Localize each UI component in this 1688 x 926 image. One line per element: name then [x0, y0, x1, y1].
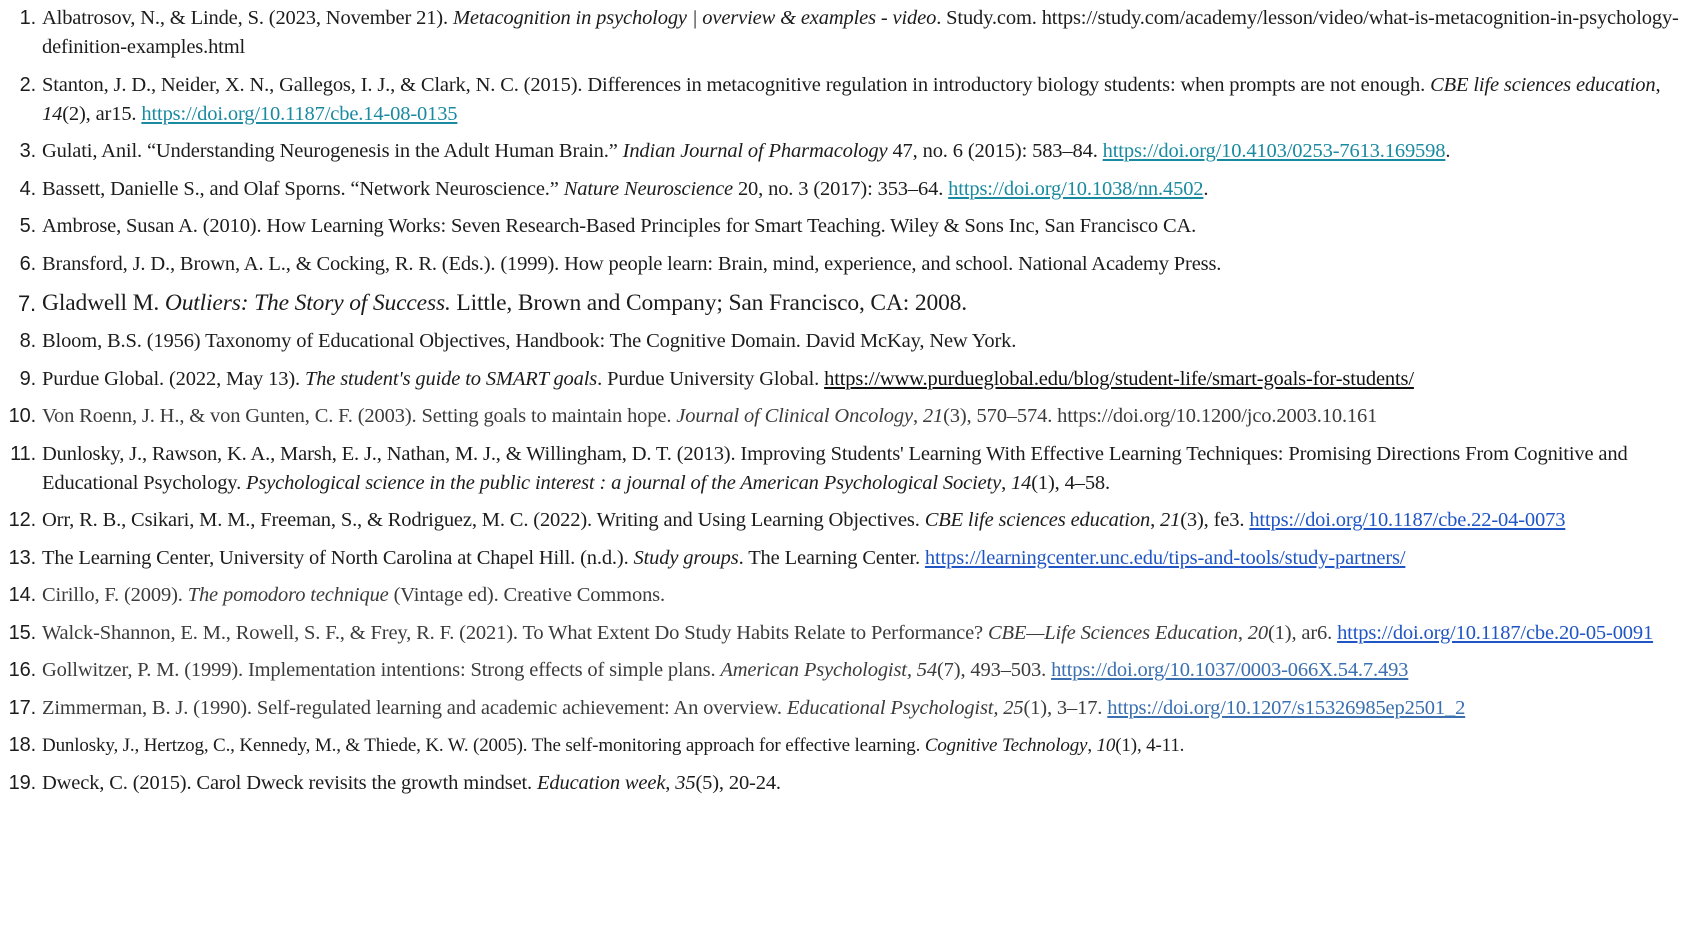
reference-item [0, 4, 1688, 62]
reference-number: 11. [10, 442, 36, 465]
reference-text: (3), 570–574. https://doi.org/10.1200/jco.2003.10.161 [943, 405, 1378, 427]
reference-number: 16. [8, 659, 36, 681]
reference-number: 9. [19, 367, 36, 390]
reference-text: Orr, R. B., Csikari, M. M., Freeman, S., & Rodriguez, M. C. (2022). Writing and Using Learning Objectives. [42, 509, 925, 531]
reference-number: 13. [8, 546, 36, 569]
reference-text: 47, no. 6 (2015): 583–84. [887, 140, 1103, 162]
doi-link[interactable]: https://doi.org/10.1037/0003-066X.54.7.493 [1051, 659, 1409, 681]
reference-text: Albatrosov, N., & Linde, S. (2023, November 21). [42, 7, 453, 29]
reference-text: Purdue Global. (2022, May 13). [42, 367, 305, 390]
reference-item [0, 137, 1688, 166]
reference-item [0, 250, 1688, 279]
reference-text: Walck-Shannon, E. M., Rowell, S. F., & Frey, R. F. (2021). To What Extent Do Study Habits Relate to Performance? [42, 621, 988, 644]
reference-item [0, 656, 1688, 685]
reference-number: 5. [19, 215, 36, 237]
reference-title-italic: Metacognition in psychology | overview & examples - video [452, 7, 937, 29]
reference-text: Gollwitzer, P. M. (1999). Implementation intentions: Strong effects of simple plans. [42, 659, 721, 681]
reference-text: Bloom, B.S. (1956) Taxonomy of Educational Objectives, Handbook: The Cognitive Domain. David McKay, New York. [42, 330, 1017, 352]
reference-title-italic: Nature Neuroscience [563, 177, 733, 200]
reference-text: , [912, 405, 923, 427]
reference-text: , [1237, 621, 1248, 644]
reference-text: Gladwell M. [42, 290, 165, 316]
reference-number: 8. [19, 330, 36, 352]
reference-text: Little, Brown and Company; San Francisco, CA: 2008. [450, 290, 967, 316]
reference-title-italic: Study groups [633, 546, 739, 569]
reference-item [0, 544, 1688, 573]
reference-text: , [665, 771, 676, 794]
reference-title-italic: 21 [1160, 509, 1181, 531]
reference-item [0, 365, 1688, 394]
reference-text: (7), 493–503. [937, 659, 1052, 681]
reference-text: (5), 20-24. [695, 771, 781, 794]
reference-text: Cirillo, F. (2009). [42, 584, 188, 606]
reference-number: 1. [19, 7, 36, 29]
reference-number: 17. [8, 696, 36, 719]
reference-item [0, 619, 1688, 648]
reference-text: (3), fe3. [1180, 509, 1250, 531]
reference-text: Stanton, J. D., Neider, X. N., Gallegos, I. J., & Clark, N. C. (2015). Differences in metacognitive regulation in introductory biology students: when prompts are not enough. [42, 73, 1431, 96]
reference-text: . Study.com. https://study.com/academy/lesson/video/what-is-metacognition-in-psychology-definition-examples.html [42, 7, 1679, 58]
reference-title-italic: Education week [537, 771, 666, 794]
reference-text: , [1655, 73, 1661, 96]
reference-item [0, 581, 1688, 610]
reference-title-italic: 35 [675, 771, 696, 794]
reference-number: 10. [8, 405, 36, 427]
reference-text: . Purdue University Global. [597, 367, 825, 390]
reference-text: , [1001, 471, 1012, 494]
reference-number: 2. [19, 73, 36, 96]
reference-text: Dunlosky, J., Rawson, K. A., Marsh, E. J., Nathan, M. J., & Willingham, D. T. (2013). Improving Students' Learning With Effective Learning Techniques: Promising Directions From Cognitive and Educational Psychology. [42, 442, 1628, 494]
reference-number: 18. [8, 734, 36, 756]
reference-title-italic: Journal of Clinical Oncology [676, 405, 913, 427]
reference-title-italic: CBE—Life Sciences Education [987, 621, 1238, 644]
reference-text: The Learning Center, University of North Carolina at Chapel Hill. (n.d.). [42, 546, 634, 569]
reference-item [0, 71, 1688, 129]
reference-title-italic: The pomodoro technique [187, 584, 389, 606]
reference-title-italic: 14 [1011, 471, 1032, 494]
reference-item [0, 212, 1688, 241]
doi-link[interactable]: https://learningcenter.unc.edu/tips-and-tools/study-partners/ [924, 546, 1406, 569]
reference-item [0, 402, 1688, 431]
reference-text: . [1203, 177, 1209, 200]
reference-item [0, 731, 1688, 760]
doi-link[interactable]: https://doi.org/10.4103/0253-7613.169598 [1102, 140, 1446, 162]
reference-title-italic: CBE life sciences education [1430, 73, 1656, 96]
reference-number: 3. [19, 140, 36, 162]
reference-title-italic: 14 [42, 102, 63, 125]
reference-item [0, 694, 1688, 723]
reference-text: . The Learning Center. [738, 546, 925, 569]
reference-title-italic: Outliers: The Story of Success. [164, 290, 451, 316]
reference-text: Bassett, Danielle S., and Olaf Sporns. “Network Neuroscience.” [42, 177, 564, 200]
reference-item [0, 769, 1688, 798]
doi-link[interactable]: https://doi.org/10.1207/s15326985ep2501_2 [1107, 696, 1466, 719]
reference-text: (1), 3–17. [1023, 696, 1108, 719]
doi-link[interactable]: https://doi.org/10.1038/nn.4502 [948, 177, 1204, 200]
reference-text: , [1087, 735, 1097, 756]
reference-number: 19. [8, 771, 36, 794]
reference-number: 14. [8, 584, 36, 606]
reference-item [0, 327, 1688, 356]
reference-number: 12. [8, 509, 36, 531]
reference-text: Dunlosky, J., Hertzog, C., Kennedy, M., & Thiede, K. W. (2005). The self-monitoring approach for effective learning. [42, 735, 925, 756]
reference-text: (Vintage ed). Creative Commons. [388, 584, 665, 606]
reference-item [0, 175, 1688, 204]
reference-title-italic: Psychological science in the public interest : a journal of the American Psychological Society [246, 471, 1002, 494]
reference-text: Ambrose, Susan A. (2010). How Learning Works: Seven Research-Based Principles for Smart Teaching. Wiley & Sons Inc, San Francisco CA. [42, 215, 1197, 237]
reference-title-italic: The student's guide to SMART goals [304, 367, 598, 390]
reference-number: 4. [19, 177, 36, 200]
reference-title-italic: 20 [1247, 621, 1268, 644]
reference-text: (2), ar15. [62, 102, 142, 125]
reference-title-italic: American Psychologist, 54 [720, 659, 937, 681]
reference-text: (1), 4–58. [1031, 471, 1110, 494]
reference-title-italic: Cognitive Technology [924, 735, 1088, 756]
reference-text: (1), ar6. [1267, 621, 1338, 644]
reference-text: Von Roenn, J. H., & von Gunten, C. F. (2003). Setting goals to maintain hope. [42, 405, 677, 427]
reference-title-italic: 21 [922, 405, 944, 427]
reference-title-italic: CBE life sciences education [924, 509, 1151, 531]
reference-text: (1), 4-11. [1115, 735, 1185, 756]
reference-text: , [1150, 509, 1161, 531]
doi-link[interactable]: https://doi.org/10.1187/cbe.20-05-0091 [1337, 621, 1654, 644]
reference-text: 20, no. 3 (2017): 353–64. [732, 177, 949, 200]
reference-title-italic: Educational Psychologist, 25 [786, 696, 1024, 719]
reference-item [0, 440, 1688, 498]
reference-text: Bransford, J. D., Brown, A. L., & Cocking, R. R. (Eds.). (1999). How people learn: Brain, mind, experience, and school. National Academy Press. [42, 252, 1222, 275]
reference-list [0, 4, 1688, 806]
reference-title-italic: Indian Journal of Pharmacology [622, 140, 888, 162]
reference-number: 15. [8, 621, 36, 644]
reference-number: 6. [19, 252, 36, 275]
doi-link[interactable]: https://doi.org/10.1187/cbe.22-04-0073 [1249, 509, 1566, 531]
reference-item [0, 287, 1688, 320]
reference-item [0, 506, 1688, 535]
reference-text: . [1445, 140, 1451, 162]
reference-number: 7. [17, 291, 36, 316]
reference-text: Gulati, Anil. “Understanding Neurogenesis in the Adult Human Brain.” [42, 140, 623, 162]
reference-text: Zimmerman, B. J. (1990). Self-regulated learning and academic achievement: An overview. [42, 696, 787, 719]
reference-text: Dweck, C. (2015). Carol Dweck revisits the growth mindset. [42, 771, 538, 794]
doi-link[interactable]: https://doi.org/10.1187/cbe.14-08-0135 [141, 102, 458, 125]
reference-title-italic: 10 [1096, 735, 1116, 756]
doi-link[interactable]: https://www.purdueglobal.edu/blog/student-life/smart-goals-for-students/ [824, 367, 1414, 390]
